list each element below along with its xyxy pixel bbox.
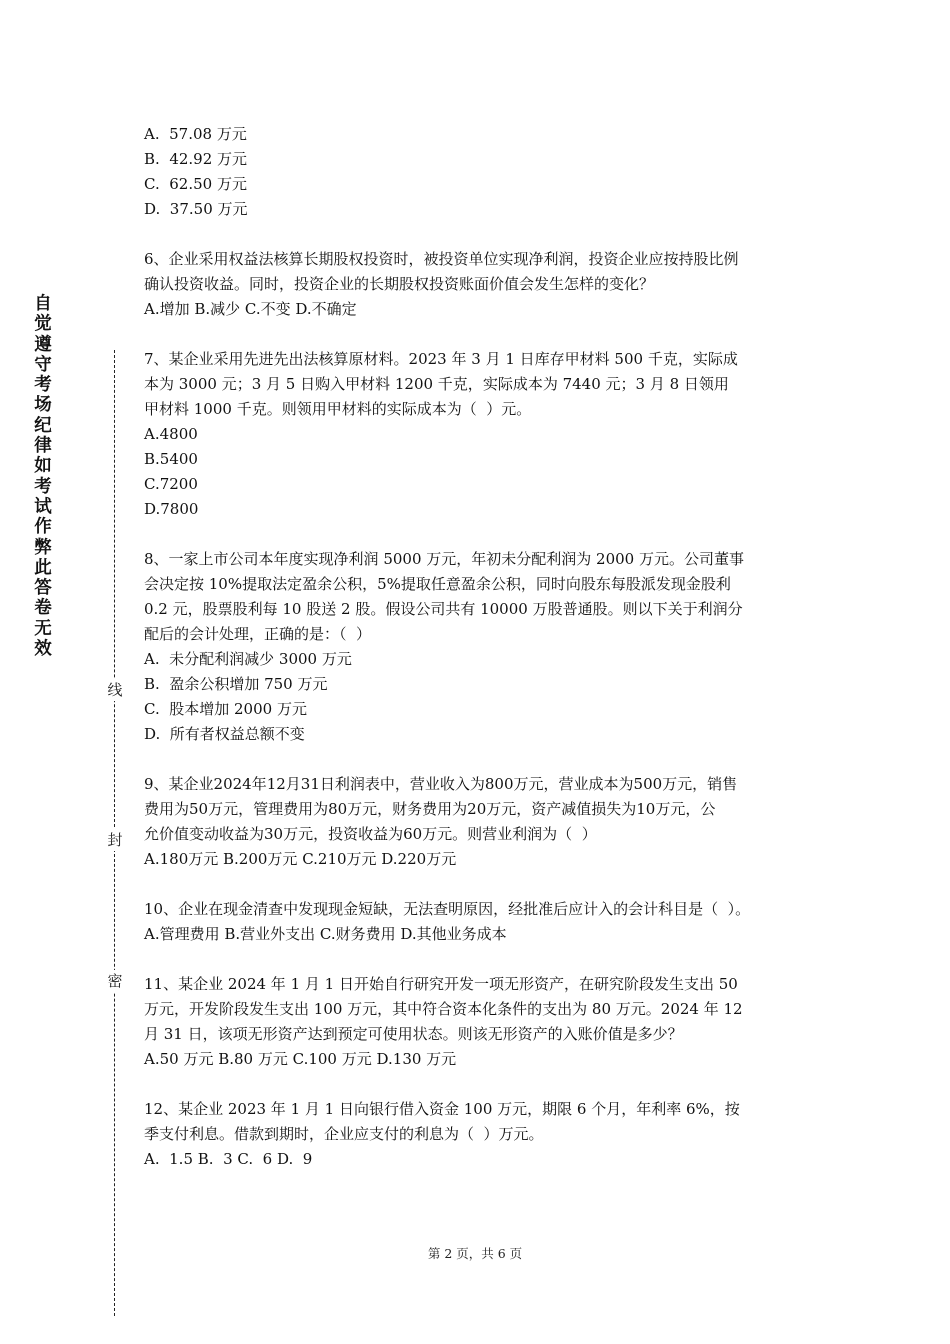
question-line: 11、某企业 2024 年 1 月 1 日开始自行研究开发一项无形资产，在研究阶段发生支出 50 [144, 975, 738, 993]
option-line: C.7200 [144, 475, 198, 493]
question-line: 10、企业在现金清查中发现现金短缺，无法查明原因，经批准后应计入的会计科目是（ ）。 [144, 900, 751, 918]
question-line: 7、某企业采用先进先出法核算原材料。2023 年 3 月 1 日库存甲材料 500 千克，实际成 [144, 350, 738, 368]
question-11 [144, 972, 824, 1072]
question-line: 费用为50万元，管理费用为80万元，财务费用为20万元，资产减值损失为10万元，公 [144, 800, 716, 818]
option-line: B. 42.92 万元 [144, 150, 248, 168]
option-line: A.增加 B.减少 C.不变 D.不确定 [144, 300, 357, 318]
question-line: 万元，开发阶段发生支出 100 万元，其中符合资本化条件的支出为 80 万元。2024 年 12 [144, 1000, 743, 1018]
question-10 [144, 897, 824, 947]
option-line: B. 盈余公积增加 750 万元 [144, 675, 328, 693]
cut-mark-seal: 封 [104, 829, 126, 851]
option-line: A. 1.5 B. 3 C. 6 D. 9 [144, 1150, 313, 1168]
question-line: 季支付利息。借款到期时，企业应支付的利息为（ ）万元。 [144, 1125, 544, 1143]
question-12 [144, 1097, 824, 1172]
option-line: A.4800 [144, 425, 198, 443]
exam-discipline-notice: 自觉遵守考场纪律如考试作弊此答卷无效 [34, 294, 52, 660]
option-line: C. 62.50 万元 [144, 175, 247, 193]
option-line: A.50 万元 B.80 万元 C.100 万元 D.130 万元 [144, 1050, 457, 1068]
option-line: B.5400 [144, 450, 198, 468]
question-line: 会决定按 10%提取法定盈余公积，5%提取任意盈余公积，同时向股东每股派发现金股利 [144, 575, 731, 593]
page-footer: 第 2 页，共 6 页 [427, 1246, 523, 1261]
option-line: A. 57.08 万元 [144, 125, 247, 143]
cut-mark-line: 线 [104, 679, 126, 701]
question-line: 本为 3000 元；3 月 5 日购入甲材料 1200 千克，实际成本为 7440 元；3 月 8 日领用 [144, 375, 729, 393]
question-list [144, 122, 824, 1197]
question-line: 配后的会计处理，正确的是：（ ） [144, 625, 372, 643]
option-line: D. 所有者权益总额不变 [144, 725, 305, 743]
option-line: D.7800 [144, 500, 199, 518]
question-6 [144, 247, 824, 322]
option-line: A. 未分配利润减少 3000 万元 [144, 650, 352, 668]
question-line: 月 31 日，该项无形资产达到预定可使用状态。则该无形资产的入账价值是多少？ [144, 1025, 683, 1043]
option-line: A.180万元 B.200万元 C.210万元 D.220万元 [144, 850, 457, 868]
question-line: 9、某企业2024年12月31日利润表中，营业收入为800万元，营业成本为500万元，销售 [144, 775, 738, 793]
question-7 [144, 347, 824, 522]
question-line: 确认投资收益。同时，投资企业的长期股权投资账面价值会发生怎样的变化？ [144, 275, 655, 293]
cut-mark-secret: 密 [104, 970, 126, 992]
question-line: 允价值变动收益为30万元，投资收益为60万元。则营业利润为（ ） [144, 825, 597, 843]
question-8 [144, 547, 824, 747]
option-line: D. 37.50 万元 [144, 200, 248, 218]
question-line: 12、某企业 2023 年 1 月 1 日向银行借入资金 100 万元，期限 6 个月，年利率 6%，按 [144, 1100, 740, 1118]
option-line: C. 股本增加 2000 万元 [144, 700, 307, 718]
question-line: 甲材料 1000 千克。则领用甲材料的实际成本为（ ）元。 [144, 400, 532, 418]
question-line: 6、企业采用权益法核算长期股权投资时，被投资单位实现净利润，投资企业应按持股比例 [144, 250, 739, 268]
question-line: 8、一家上市公司本年度实现净利润 5000 万元，年初未分配利润为 2000 万元。公司董事 [144, 550, 744, 568]
question-5-options [144, 122, 824, 222]
question-9 [144, 772, 824, 872]
question-line: 0.2 元，股票股利每 10 股送 2 股。假设公司共有 10000 万股普通股。则以下关于利润分 [144, 600, 743, 618]
option-line: A.管理费用 B.营业外支出 C.财务费用 D.其他业务成本 [144, 925, 507, 943]
